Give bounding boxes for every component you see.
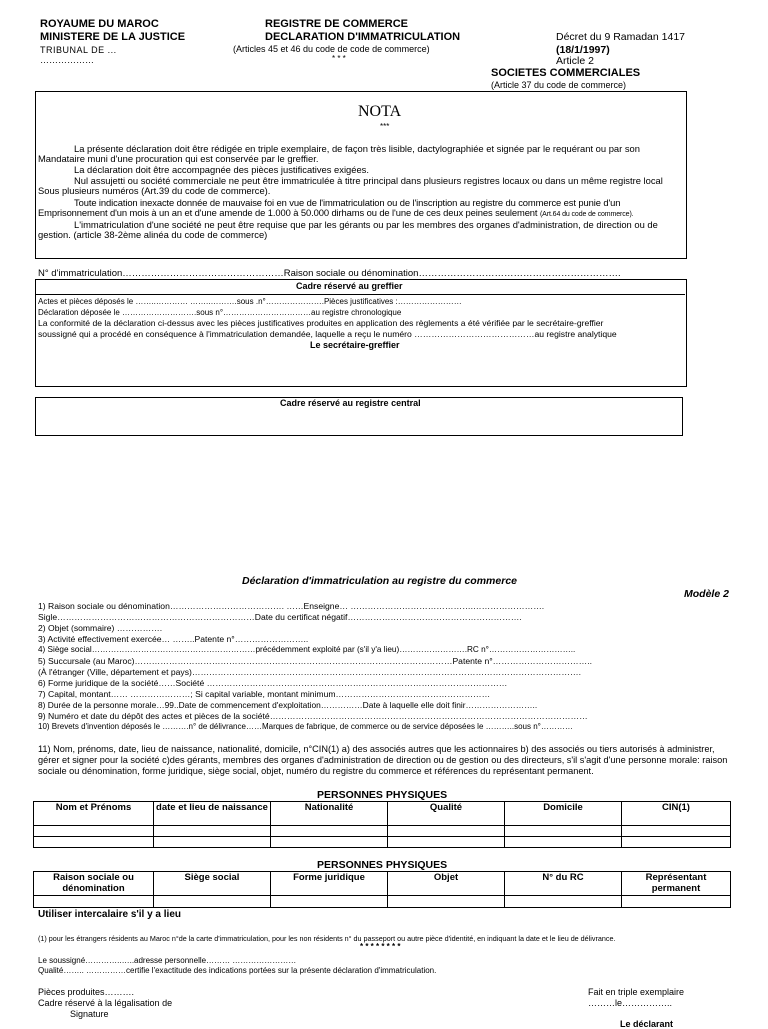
central-registry-title: Cadre réservé au registre central	[280, 398, 421, 408]
col-header-object: Objet	[388, 872, 505, 896]
nota-title: NOTA	[358, 103, 402, 120]
greffier-signature: Le secrétaire-greffier	[310, 340, 400, 350]
declaration-field-10[interactable]: 8) Durée de la personne morale…99..Date de commencement d'exploitation……………Date à laquelle elle doit finir……………………..	[38, 700, 538, 710]
nota-paragraph-3: Nul assujetti ou société commerciale ne peut être immatriculée à titre principal dans plusieurs registres locaux ou dans un même registre local Sous plusieurs numéros (Art.39 du code de commerce).	[38, 175, 663, 197]
col-header-name: Nom et Prénoms	[34, 802, 154, 826]
nota-paragraph-2: La déclaration doit être accompagnée des pièces justificatives exigées.	[74, 164, 369, 175]
declarant-label: Le déclarant	[620, 1019, 674, 1029]
greffier-title: Cadre réservé au greffier	[296, 281, 403, 291]
greffier-line-4: soussigné qui a procédé en conséquence à l'immatriculation demandée, laquelle a reçu le numéro ……………………………………au registre analytique	[38, 329, 617, 339]
model-label: Modèle 2	[684, 588, 729, 600]
declaration-field-8[interactable]: 6) Forme juridique de la société……Société ……………………………………………………………………………………………	[38, 678, 508, 688]
header-declaration-title: DECLARATION D'IMMATRICULATION	[265, 31, 461, 43]
declaration-field-3[interactable]: 2) Objet (sommaire) …………….	[38, 623, 163, 633]
col-header-head-office: Siège social	[154, 872, 271, 896]
col-header-legal-form: Forme juridique	[271, 872, 388, 896]
pieces-produced: Pièces produites……….	[38, 987, 135, 997]
declaration-field-2[interactable]: Sigle……………………………………………………………Date du certificat négatif…………………………………………………….	[38, 612, 522, 622]
col-header-nationality: Nationalité	[271, 802, 388, 826]
date-place-line[interactable]: ………le……………..	[588, 998, 673, 1008]
declaration-field-9[interactable]: 7) Capital, montant…… …………………; Si capital variable, montant minimum………………………………………………	[38, 689, 491, 699]
declaration-field-1[interactable]: 1) Raison sociale ou dénomination…………………………………. ……Enseigne… …………………………………….…………………….	[38, 601, 545, 611]
undersigned-line[interactable]: Le soussigné…………..…..adresse personnelle……… ……………………	[38, 956, 297, 965]
greffier-divider	[35, 294, 685, 295]
header-kingdom: ROYAUME DU MAROC	[40, 18, 159, 30]
header-article-37: (Article 37 du code de commerce)	[491, 80, 627, 90]
declaration-field-5[interactable]: 4) Siège social……………………………………………………précédemment exploité par (s'il y'a lieu)…………………….RC n°…………………………..	[38, 645, 576, 654]
header-decree-date: (18/1/1997)	[556, 44, 610, 56]
header-tribunal: TRIBUNAL DE ...	[40, 45, 117, 55]
declaration-title: Déclaration d'immatriculation au registre du commerce	[242, 575, 517, 587]
footnote-1: (1) pour les étrangers résidents au Maroc n°de la carte d'immatriculation, pour les non résidents n° du passeport ou autre pièce d'identité, en indiquant la date et le lieu de délivrance.	[38, 934, 616, 943]
immatriculation-line[interactable]: N° d'immatriculation……………………………………………Raison sociale ou dénomination……………………………………………………….	[38, 268, 621, 279]
nota-paragraph-4	[38, 198, 684, 221]
col-header-rc-number: N° du RC	[505, 872, 622, 896]
table2-title: PERSONNES PHYSIQUES	[317, 859, 448, 871]
header-registry-title: REGISTRE DE COMMERCE	[265, 18, 409, 30]
table-row[interactable]	[34, 826, 731, 837]
declaration-field-7[interactable]: (À l'étranger (Ville, département et pays)……………………………………………………………………………………………………………………….	[38, 667, 581, 677]
footnote-stars: * * * * * * * *	[360, 942, 401, 951]
table-row[interactable]	[34, 896, 731, 908]
nota-paragraph-5: L'immatriculation d'une société ne peut être requise que par les gérants ou par les membres des organes d'administration, de direction ou de gestion. (article 38-2ème alinéa du code de commerce)	[38, 219, 658, 241]
intercalaire-note: Utiliser intercalaire s'il y a lieu	[38, 909, 182, 920]
triple-copy-note: Fait en triple exemplaire	[588, 987, 685, 997]
header-decree: Décret du 9 Ramadan 1417	[556, 31, 685, 43]
nota-stars: ***	[380, 122, 390, 131]
col-header-quality: Qualité	[388, 802, 505, 826]
legalization-box-label: Cadre réservé à la légalisation de	[38, 998, 173, 1008]
header-stars: * * *	[332, 54, 346, 63]
header-ministry: MINISTERE DE LA JUSTICE	[40, 31, 186, 43]
quality-line[interactable]: Qualité…….. ……………certifie l'exactitude des indications portées sur la présente déclaration d'immatriculation.	[38, 966, 437, 975]
signature-label: Signature	[70, 1009, 109, 1019]
physical-persons-table	[33, 801, 731, 848]
declaration-field-4[interactable]: 3) Activité effectivement exercée… ……..Patente n°……………………..	[38, 634, 309, 644]
table-row[interactable]	[34, 837, 731, 848]
greffier-line-1: Actes et pièces déposés le ……..………… ……..……….sous .n°………………….Pièces justificatives :……………………	[38, 297, 462, 306]
table1-title: PERSONNES PHYSIQUES	[317, 789, 448, 801]
nota-paragraph-4-ref: (Art.64 du code de commerce).	[539, 211, 634, 219]
col-header-birth: date et lieu de naissance	[154, 802, 271, 826]
nota-paragraph-4-text: Toute indication inexacte donnée de mauvaise foi en vue de l'immatriculation ou de l'inscription au registre du commerce est punie d'un Emprisonnement d'un mois à un an et d'une amende de 1.000 à 50.000 dirhams ou de l'une de ces deux peines seulement	[38, 197, 621, 219]
item-11: 11) Nom, prénoms, date, lieu de naissance, nationalité, domicile, n°CIN(1) a) des associés autres que les actionnaires b) des associés ou tiers autorisés à administrer, gérer et signer pour la société c)des gérants, membres des organes d'administration de direction ou de gestion ou des directeurs, s'il s'agit d'une personne morale: raison sociale ou dénomination, forme juridique, siège social, objet, numéro du registre du commerce et références du représentant permanent.	[38, 744, 728, 776]
nota-paragraph-1: La présente déclaration doit être rédigée en triple exemplaire, de façon très lisible, dactylographiée et signée par le requérant ou par son Mandataire muni d'une procuration qui est conservée par le greffier.	[38, 143, 640, 165]
declaration-field-12[interactable]: 10) Brevets d'invention déposés le ……….n° de délivrance……Marques de fabrique, de commerce ou de service déposées le ………..sous n°…………	[38, 722, 573, 731]
header-articles: (Articles 45 et 46 du code de code de commerce)	[233, 44, 430, 54]
header-companies: SOCIETES COMMERCIALES	[491, 67, 641, 79]
header-article: Article 2	[556, 55, 594, 67]
declaration-field-6[interactable]: 5) Succursale (au Maroc)…………………………………………………………………………………………………Patente n°……………………………..	[38, 656, 592, 666]
header-tribunal-dots: ………………	[40, 55, 94, 65]
col-header-cin: CIN(1)	[622, 802, 731, 826]
col-header-domicile: Domicile	[505, 802, 622, 826]
legal-persons-table	[33, 871, 731, 908]
declaration-field-11[interactable]: 9) Numéro et date du dépôt des actes et pièces de la société…………………………………………………………………………………………………	[38, 711, 588, 721]
col-header-representative: Représentant permanent	[622, 872, 731, 896]
col-header-company-name: Raison sociale ou dénomination	[34, 872, 154, 896]
greffier-line-2: Déclaration déposée le ……………………….sous n°……………………………au registre chronologique	[38, 308, 402, 317]
greffier-line-3: La conformité de la déclaration ci-dessus avec les pièces justificatives produites en application des règlements a été vérifiée par le secrétaire-greffier	[38, 318, 604, 328]
